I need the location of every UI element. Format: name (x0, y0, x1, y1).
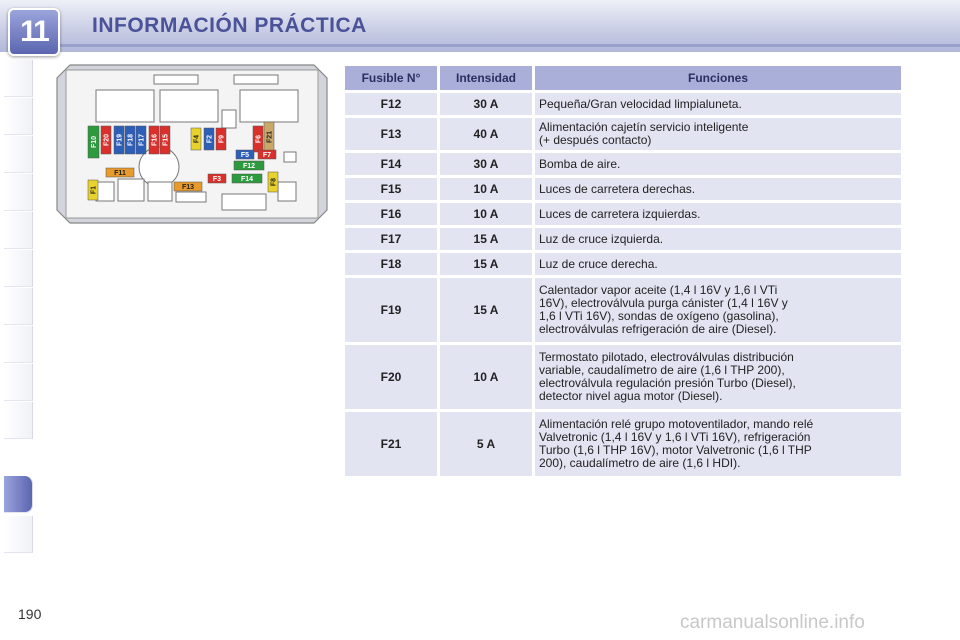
fuse-cell: F12 (345, 93, 437, 115)
fuse-cell: F16 (345, 203, 437, 225)
svg-text:F11: F11 (114, 170, 126, 177)
chapter-tab[interactable] (4, 174, 33, 211)
function-cell: Luz de cruce derecha. (535, 253, 901, 275)
table-row (345, 118, 901, 150)
svg-text:F18: F18 (127, 133, 135, 147)
fuse-label-f2 (204, 128, 214, 150)
chapter-tab[interactable] (4, 364, 33, 401)
function-cell: Bomba de aire. (535, 153, 901, 175)
fuse-label-f4 (191, 128, 201, 150)
chapter-tab[interactable] (4, 250, 33, 287)
svg-text:F4: F4 (193, 134, 201, 144)
fuse-label-f19 (114, 126, 124, 154)
function-cell: Termostato pilotado, electroválvulas distribución variable, caudalímetro de aire (1,6 l THP 200), electroválvula regulación presión Turbo (Diesel), detector nivel agua motor (Diesel). (535, 345, 901, 409)
intensity-cell: 10 A (440, 345, 532, 409)
table-row (345, 412, 901, 476)
svg-text:F21: F21 (266, 130, 274, 144)
intensity-cell: 10 A (440, 178, 532, 200)
svg-text:F19: F19 (116, 133, 124, 147)
svg-text:F5: F5 (240, 152, 250, 159)
fuse-label-f12 (234, 161, 264, 170)
watermark: carmanualsonline.info (680, 612, 865, 633)
page-title: INFORMACIÓN PRÁCTICA (92, 14, 367, 37)
svg-text:F20: F20 (103, 133, 111, 147)
svg-text:F10: F10 (91, 135, 98, 149)
svg-text:F9: F9 (218, 134, 226, 144)
table-row (345, 153, 901, 175)
table-row (345, 203, 901, 225)
fuse-label-f16 (149, 126, 159, 154)
fuse-label-f14 (232, 174, 262, 183)
intensity-cell: 30 A (440, 93, 532, 115)
fuse-label-f1 (88, 180, 98, 200)
fuse-label-f7 (258, 150, 276, 159)
function-cell: Alimentación cajetín servicio inteligente (+ después contacto) (535, 118, 901, 150)
svg-text:F6: F6 (255, 134, 263, 144)
intensity-cell: 10 A (440, 203, 532, 225)
fuse-table (342, 63, 904, 479)
fuse-label-f10 (88, 126, 99, 158)
chapter-tab-active[interactable] (4, 476, 33, 513)
intensity-cell: 40 A (440, 118, 532, 150)
column-header-fuse: Fusible N° (345, 66, 437, 90)
chapter-tab[interactable] (4, 212, 33, 249)
table-row (345, 178, 901, 200)
function-cell: Alimentación relé grupo motoventilador, mando relé Valvetronic (1,4 l 16V y 1,6 l VTi 16V), refrigeración Turbo (1,6 l THP 16V), motor Valvetronic (1,6 l THP 200), caudalímetro de aire (1,6 l HDI). (535, 412, 901, 476)
chapter-tabs (0, 60, 34, 580)
intensity-cell: 15 A (440, 228, 532, 250)
column-header-intensity: Intensidad (440, 66, 532, 90)
svg-text:F1: F1 (90, 185, 98, 195)
table-row (345, 228, 901, 250)
table-row (345, 278, 901, 342)
svg-text:F17: F17 (138, 133, 146, 147)
header-rule (58, 44, 960, 47)
fuse-label-f21 (264, 122, 274, 152)
table-row (345, 93, 901, 115)
table-row (345, 253, 901, 275)
fuse-label-f18 (125, 126, 135, 154)
intensity-cell: 15 A (440, 253, 532, 275)
svg-text:F12: F12 (242, 163, 256, 170)
svg-text:F7: F7 (262, 152, 272, 159)
function-cell: Luces de carretera izquierdas. (535, 203, 901, 225)
fuse-cell: F19 (345, 278, 437, 342)
function-cell: Luces de carretera derechas. (535, 178, 901, 200)
fuse-cell: F17 (345, 228, 437, 250)
fuse-cell: F14 (345, 153, 437, 175)
fuse-label-f5 (236, 150, 254, 159)
svg-text:F16: F16 (151, 133, 159, 147)
fuse-cell: F13 (345, 118, 437, 150)
svg-text:F14: F14 (240, 176, 254, 183)
chapter-badge: 11 (8, 8, 60, 56)
svg-text:F8: F8 (270, 177, 278, 187)
chapter-tab[interactable] (4, 136, 33, 173)
function-cell: Luz de cruce izquierda. (535, 228, 901, 250)
intensity-cell: 15 A (440, 278, 532, 342)
fuse-cell: F18 (345, 253, 437, 275)
column-header-functions: Funciones (535, 66, 901, 90)
svg-text:F3: F3 (212, 176, 222, 183)
intensity-cell: 30 A (440, 153, 532, 175)
fuse-cell: F20 (345, 345, 437, 409)
page-number: 190 (18, 606, 42, 622)
function-cell: Pequeña/Gran velocidad limpialuneta. (535, 93, 901, 115)
fuse-label-f11 (106, 168, 134, 177)
chapter-tab[interactable] (4, 516, 33, 553)
chapter-tab[interactable] (4, 288, 33, 325)
fuse-cell: F21 (345, 412, 437, 476)
fuse-label-f9 (216, 128, 226, 150)
svg-text:F2: F2 (206, 134, 214, 144)
chapter-tab[interactable] (4, 402, 33, 439)
fuse-label-f17 (136, 126, 146, 154)
chapter-tab[interactable] (4, 60, 33, 97)
chapter-tab[interactable] (4, 98, 33, 135)
fuse-box-diagram (56, 64, 328, 224)
fuse-label-f6 (253, 126, 263, 152)
fuse-label-f13 (174, 182, 202, 191)
chapter-tab[interactable] (4, 326, 33, 363)
svg-text:F15: F15 (162, 133, 170, 147)
fuse-label-f3 (208, 174, 226, 183)
table-row (345, 345, 901, 409)
intensity-cell: 5 A (440, 412, 532, 476)
fuse-cell: F15 (345, 178, 437, 200)
fuse-label-f8 (268, 172, 278, 192)
fuse-label-f15 (160, 126, 170, 154)
fuse-label-f20 (101, 126, 111, 154)
svg-text:F13: F13 (181, 184, 195, 191)
function-cell: Calentador vapor aceite (1,4 l 16V y 1,6 l VTi 16V), electroválvula purga cánister (1,4 l 16V y 1,6 l VTi 16V), sondas de oxígeno (gasolina), electroválvulas refrigeración de aire (Diesel). (535, 278, 901, 342)
